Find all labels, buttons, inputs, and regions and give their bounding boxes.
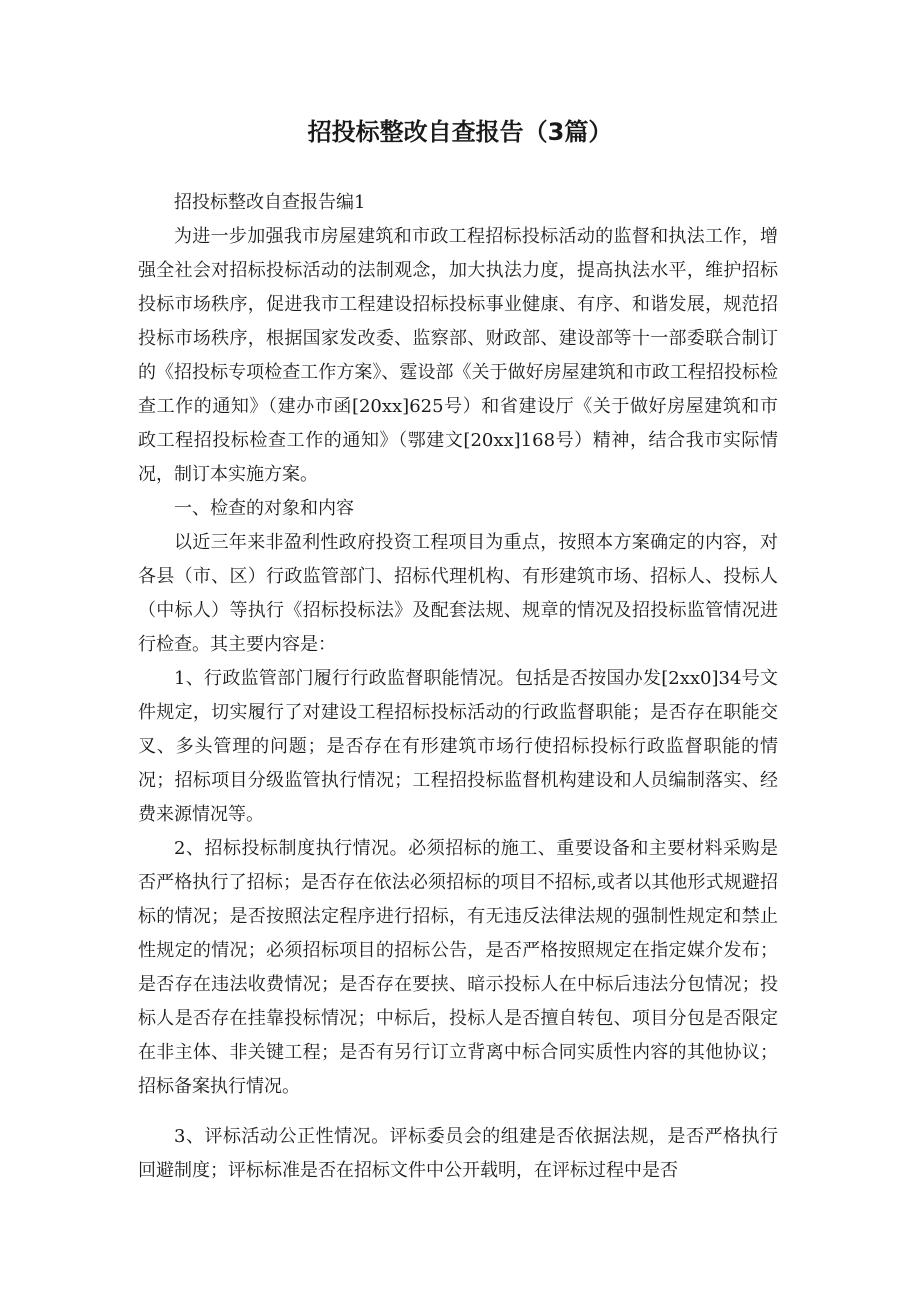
paragraph-intro: 为进一步加强我市房屋建筑和市政工程招标投标活动的监督和执法工作，增强全社会对招标投标活动的法制观念，加大执法力度，提高执法水平，维护招标投标市场秩序，促进我市工程建设招标投标事业健康、有序、和谐发展，规范招投标市场秩序，根据国家发改委、监察部、财政部、建设部等十一部委联合制订的《招投标专项检查工作方案》、霆设部《关于做好房屋建筑和市政工程招投标检查工作的通知》（建办市函[20xx]625号）和省建设厅《关于做好房屋建筑和市政工程招投标检查工作的通知》（鄂建文[20xx]168号）精神，结合我市实际情况，制订本实施方案。 [138, 226, 778, 485]
paragraph-item-3: 3、评标活动公正性情况。评标委员会的组建是否依据法规，是否严格执行回避制度；评标标准是否在招标文件中公开载明，在评标过程中是否 [138, 1126, 778, 1181]
paragraph-item-1: 1、行政监管部门履行行政监督职能情况。包括是否按国办发[2xx0]34号文件规定，切实履行了对建设工程招标投标活动的行政监督职能；是否存在职能交叉、多头管理的问题；是否存在有形建筑市场行使招标投标行政监督职能的情况；招标项目分级监管执行情况；工程招投标监督机构建设和人员编制落实、经费来源情况等。 [138, 668, 778, 825]
section-heading: 招投标整改自查报告编1 [174, 192, 366, 213]
document-body [138, 186, 778, 1188]
document-title: 招投标整改自查报告（3篇） [307, 118, 613, 146]
section-heading-objects: 一、检查的对象和内容 [174, 498, 354, 519]
paragraph-scope: 以近三年来非盈利性政府投资工程项目为重点，按照本方案确定的内容，对各县（市、区）行政监管部门、招标代理机构、有形建筑市场、招标人、投标人（中标人）等执行《招标投标法》及配套法规、规章的情况及招投标监管情况进行检查。其主要内容是： [138, 532, 778, 655]
paragraph-item-2: 2、招标投标制度执行情况。必须招标的施工、重要设备和主要材料采购是否严格执行了招标；是否存在依法必须招标的项目不招标,或者以其他形式规避招标的情况；是否按照法定程序进行招标，有无违反法律法规的强制性规定和禁止性规定的情况；必须招标项目的招标公告，是否严格按照规定在指定媒介发布；是否存在违法收费情况；是否存在要挟、暗示投标人在中标后违法分包情况；投标人是否存在挂靠投标情况；中标后，投标人是否擅自转包、项目分包是否限定在非主体、非关键工程；是否有另行订立背离中标合同实质性内容的其他协议；招标备案执行情况。 [138, 838, 778, 1097]
